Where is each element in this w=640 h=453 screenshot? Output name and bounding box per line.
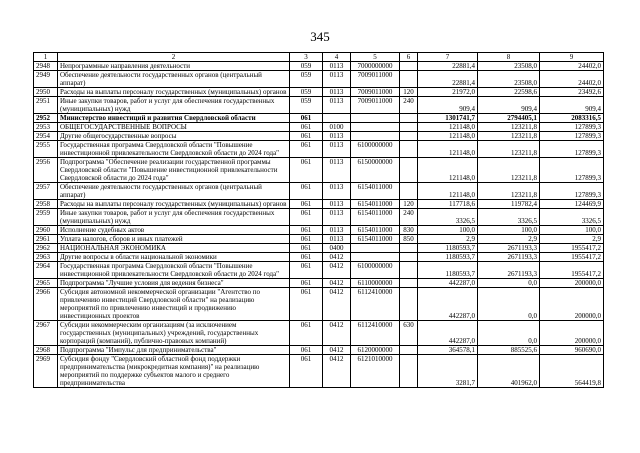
amount-col8: 0,0	[478, 279, 540, 288]
row-name: Исполнение судебных актов	[58, 226, 290, 235]
column-header: 1	[34, 53, 58, 62]
row-number: 2956	[34, 158, 58, 183]
amount-col7: 909,4	[418, 97, 478, 114]
amount-col7: 121148,0	[418, 183, 478, 200]
column-header: 9	[540, 53, 604, 62]
amount-col9: 200000,0	[540, 321, 604, 346]
row-name: Государственная программа Свердловской области "Повышение инвестиционной привлекательности Свердловской области до 2024 года"	[58, 141, 290, 158]
amount-col9: 124469,9	[540, 200, 604, 209]
expense-type-code	[400, 346, 418, 355]
table-row	[34, 209, 604, 226]
row-name: Подпрограмма "Лучшие условия для ведения бизнеса"	[58, 279, 290, 288]
expense-type-code	[400, 288, 418, 321]
section-code: 0412	[323, 279, 351, 288]
amount-col8: 909,4	[478, 97, 540, 114]
section-code: 0113	[323, 97, 351, 114]
table-row	[34, 262, 604, 279]
ministry-code: 061	[290, 200, 323, 209]
amount-col8: 123211,8	[478, 123, 540, 132]
row-name: Обеспечение деятельности государственных органов (центральный аппарат)	[58, 71, 290, 88]
column-header: 7	[418, 53, 478, 62]
section-code: 0113	[323, 62, 351, 71]
column-header: 3	[290, 53, 323, 62]
amount-col9: 23492,6	[540, 88, 604, 97]
table-row	[34, 183, 604, 200]
table-row	[34, 346, 604, 355]
section-code	[323, 114, 351, 123]
row-number: 2958	[34, 200, 58, 209]
amount-col9: 909,4	[540, 97, 604, 114]
amount-col7: 121148,0	[418, 132, 478, 141]
ministry-code: 061	[290, 183, 323, 200]
section-code: 0113	[323, 235, 351, 244]
target-article-code: 6154011000	[351, 209, 400, 226]
row-number: 2957	[34, 183, 58, 200]
amount-col8: 885525,6	[478, 346, 540, 355]
amount-col9: 127899,3	[540, 141, 604, 158]
table-row	[34, 62, 604, 71]
amount-col8: 0,0	[478, 321, 540, 346]
amount-col9: 24402,0	[540, 71, 604, 88]
row-name: Министерство инвестиций и развития Свердловской области	[58, 114, 290, 123]
section-code: 0113	[323, 209, 351, 226]
target-article-code: 7000000000	[351, 62, 400, 71]
table-row	[34, 235, 604, 244]
amount-col8: 100,0	[478, 226, 540, 235]
amount-col9: 200000,0	[540, 279, 604, 288]
expense-type-code: 850	[400, 235, 418, 244]
row-name: Субсидии некоммерческим организациям (за исключением государственных (муниципальных) учреждений, государственных корпораций (компаний), публично-правовых компаний)	[58, 321, 290, 346]
row-name: Подпрограмма "Обеспечение реализации государственной программы Свердловской области "Повышение инвестиционной привлекательности Свердловской области до 2024 года"	[58, 158, 290, 183]
table-row	[34, 71, 604, 88]
ministry-code: 061	[290, 253, 323, 262]
amount-col9: 1955417,2	[540, 262, 604, 279]
amount-col8: 2671193,3	[478, 244, 540, 253]
row-number: 2949	[34, 71, 58, 88]
amount-col7: 21972,0	[418, 88, 478, 97]
target-article-code: 6154011000	[351, 200, 400, 209]
section-code: 0113	[323, 88, 351, 97]
table-row	[34, 321, 604, 346]
row-name: Другие вопросы в области национальной экономики	[58, 253, 290, 262]
section-code: 0412	[323, 321, 351, 346]
amount-col7: 117718,6	[418, 200, 478, 209]
row-number: 2955	[34, 141, 58, 158]
row-name: Расходы на выплаты персоналу государственных (муниципальных) органов	[58, 200, 290, 209]
target-article-code: 6154011000	[351, 226, 400, 235]
row-number: 2953	[34, 123, 58, 132]
row-number: 2962	[34, 244, 58, 253]
target-article-code: 6154011000	[351, 235, 400, 244]
ministry-code: 061	[290, 244, 323, 253]
amount-col7: 1301741,7	[418, 114, 478, 123]
ministry-code: 059	[290, 62, 323, 71]
amount-col8: 123211,8	[478, 158, 540, 183]
target-article-code: 7009011000	[351, 97, 400, 114]
ministry-code: 061	[290, 123, 323, 132]
ministry-code: 061	[290, 114, 323, 123]
expense-type-code	[400, 132, 418, 141]
amount-col7: 121148,0	[418, 141, 478, 158]
table-row	[34, 97, 604, 114]
row-number: 2950	[34, 88, 58, 97]
amount-col7: 442287,0	[418, 279, 478, 288]
row-name: Субсидия фонду "Свердловский областной фонд поддержки предпринимательства (микрокредитная компания)" на реализацию мероприятий по поддержке субъектов малого и среднего предпринимательства	[58, 355, 290, 388]
ministry-code: 061	[290, 321, 323, 346]
amount-col9: 100,0	[540, 226, 604, 235]
amount-col9: 24402,0	[540, 62, 604, 71]
target-article-code: 7009011000	[351, 88, 400, 97]
amount-col8: 23508,0	[478, 71, 540, 88]
expense-type-code	[400, 158, 418, 183]
ministry-code: 061	[290, 279, 323, 288]
section-code: 0412	[323, 288, 351, 321]
amount-col7: 3281,7	[418, 355, 478, 388]
amount-col9: 127899,3	[540, 158, 604, 183]
ministry-code: 061	[290, 158, 323, 183]
amount-col8: 2,9	[478, 235, 540, 244]
target-article-code: 6110000000	[351, 279, 400, 288]
expense-type-code	[400, 114, 418, 123]
amount-col9: 1955417,2	[540, 253, 604, 262]
expense-type-code: 120	[400, 200, 418, 209]
table-row	[34, 253, 604, 262]
amount-col7: 121148,0	[418, 123, 478, 132]
row-number: 2948	[34, 62, 58, 71]
amount-col8: 401962,0	[478, 355, 540, 388]
target-article-code: 6100000000	[351, 262, 400, 279]
target-article-code: 6112410000	[351, 321, 400, 346]
ministry-code: 061	[290, 262, 323, 279]
expense-type-code: 630	[400, 321, 418, 346]
row-name: Другие общегосударственные вопросы	[58, 132, 290, 141]
row-number: 2968	[34, 346, 58, 355]
row-name: ОБЩЕГОСУДАРСТВЕННЫЕ ВОПРОСЫ	[58, 123, 290, 132]
expense-type-code: 120	[400, 88, 418, 97]
row-number: 2952	[34, 114, 58, 123]
expense-type-code: 830	[400, 226, 418, 235]
budget-table	[33, 52, 604, 388]
column-header: 2	[58, 53, 290, 62]
ministry-code: 061	[290, 355, 323, 388]
amount-col8: 123211,8	[478, 183, 540, 200]
section-code: 0412	[323, 346, 351, 355]
expense-type-code	[400, 183, 418, 200]
ministry-code: 061	[290, 209, 323, 226]
amount-col9: 564419,8	[540, 355, 604, 388]
section-code: 0113	[323, 226, 351, 235]
amount-col7: 442287,0	[418, 321, 478, 346]
section-code: 0412	[323, 262, 351, 279]
target-article-code	[351, 244, 400, 253]
ministry-code: 061	[290, 132, 323, 141]
row-number: 2964	[34, 262, 58, 279]
target-article-code: 6120000000	[351, 346, 400, 355]
amount-col8: 2794405,1	[478, 114, 540, 123]
amount-col9: 2,9	[540, 235, 604, 244]
row-number: 2951	[34, 97, 58, 114]
page-number: 345	[310, 29, 330, 44]
column-header: 8	[478, 53, 540, 62]
target-article-code	[351, 114, 400, 123]
target-article-code: 6100000000	[351, 141, 400, 158]
section-code: 0113	[323, 132, 351, 141]
expense-type-code	[400, 262, 418, 279]
table-row	[34, 114, 604, 123]
table-row	[34, 244, 604, 253]
row-name: Государственная программа Свердловской области "Повышение инвестиционной привлекательности Свердловской области до 2024 года"	[58, 262, 290, 279]
column-number-header-row	[34, 53, 604, 62]
section-code: 0113	[323, 183, 351, 200]
column-header: 6	[400, 53, 418, 62]
row-name: Иные закупки товаров, работ и услуг для обеспечения государственных (муниципальных) нужд	[58, 97, 290, 114]
expense-type-code	[400, 123, 418, 132]
section-code: 0113	[323, 71, 351, 88]
amount-col7: 22881,4	[418, 71, 478, 88]
row-number: 2959	[34, 209, 58, 226]
amount-col9: 3326,5	[540, 209, 604, 226]
table-row	[34, 288, 604, 321]
amount-col8: 22598,6	[478, 88, 540, 97]
amount-col7: 1180593,7	[418, 244, 478, 253]
ministry-code: 059	[290, 71, 323, 88]
expense-type-code	[400, 279, 418, 288]
target-article-code	[351, 253, 400, 262]
table-row	[34, 355, 604, 388]
row-name: Расходы на выплаты персоналу государственных (муниципальных) органов	[58, 88, 290, 97]
row-name: Подпрограмма "Импульс для предпринимательства"	[58, 346, 290, 355]
target-article-code	[351, 132, 400, 141]
table-row	[34, 158, 604, 183]
row-number: 2969	[34, 355, 58, 388]
expense-type-code: 240	[400, 97, 418, 114]
amount-col9: 960690,0	[540, 346, 604, 355]
table-row	[34, 200, 604, 209]
section-code: 0412	[323, 253, 351, 262]
row-number: 2967	[34, 321, 58, 346]
row-number: 2954	[34, 132, 58, 141]
row-number: 2963	[34, 253, 58, 262]
table-row	[34, 132, 604, 141]
target-article-code: 6150000000	[351, 158, 400, 183]
expense-type-code	[400, 71, 418, 88]
expense-type-code	[400, 253, 418, 262]
section-code: 0400	[323, 244, 351, 253]
ministry-code: 061	[290, 288, 323, 321]
expense-type-code	[400, 244, 418, 253]
amount-col8: 23508,0	[478, 62, 540, 71]
amount-col7: 121148,0	[418, 158, 478, 183]
table-row	[34, 88, 604, 97]
amount-col9: 200000,0	[540, 288, 604, 321]
amount-col8: 123211,8	[478, 141, 540, 158]
row-name: Иные закупки товаров, работ и услуг для обеспечения государственных (муниципальных) нужд	[58, 209, 290, 226]
amount-col7: 2,9	[418, 235, 478, 244]
row-number: 2960	[34, 226, 58, 235]
ministry-code: 059	[290, 88, 323, 97]
row-number: 2965	[34, 279, 58, 288]
ministry-code: 061	[290, 226, 323, 235]
target-article-code	[351, 123, 400, 132]
amount-col8: 0,0	[478, 288, 540, 321]
amount-col9: 127899,3	[540, 183, 604, 200]
row-number: 2966	[34, 288, 58, 321]
row-number: 2961	[34, 235, 58, 244]
expense-type-code	[400, 141, 418, 158]
target-article-code: 6112410000	[351, 288, 400, 321]
amount-col7: 1180593,7	[418, 262, 478, 279]
table-row	[34, 279, 604, 288]
column-header: 4	[323, 53, 351, 62]
target-article-code: 6121010000	[351, 355, 400, 388]
section-code: 0412	[323, 355, 351, 388]
amount-col9: 2083316,5	[540, 114, 604, 123]
section-code: 0113	[323, 158, 351, 183]
target-article-code: 7009011000	[351, 71, 400, 88]
row-name: Непрограммные направления деятельности	[58, 62, 290, 71]
amount-col9: 127899,3	[540, 132, 604, 141]
section-code: 0113	[323, 141, 351, 158]
amount-col7: 364578,1	[418, 346, 478, 355]
amount-col8: 123211,8	[478, 132, 540, 141]
amount-col8: 3326,5	[478, 209, 540, 226]
ministry-code: 061	[290, 346, 323, 355]
row-name: Субсидия автономной некоммерческой организации "Агентство по привлечению инвестиций Свердловской области" на реализацию мероприятий по привлечению инвестиций и продвижению инвестиционных проектов	[58, 288, 290, 321]
amount-col9: 127899,3	[540, 123, 604, 132]
amount-col7: 3326,5	[418, 209, 478, 226]
amount-col8: 119782,4	[478, 200, 540, 209]
amount-col7: 100,0	[418, 226, 478, 235]
section-code: 0100	[323, 123, 351, 132]
ministry-code: 059	[290, 97, 323, 114]
table-row	[34, 141, 604, 158]
row-name: Обеспечение деятельности государственных органов (центральный аппарат)	[58, 183, 290, 200]
expense-type-code	[400, 355, 418, 388]
amount-col8: 2671193,3	[478, 253, 540, 262]
amount-col7: 442287,0	[418, 288, 478, 321]
amount-col7: 22881,4	[418, 62, 478, 71]
ministry-code: 061	[290, 141, 323, 158]
table-row	[34, 123, 604, 132]
row-name: Уплата налогов, сборов и иных платежей	[58, 235, 290, 244]
amount-col7: 1180593,7	[418, 253, 478, 262]
expense-type-code	[400, 62, 418, 71]
section-code: 0113	[323, 200, 351, 209]
row-name: НАЦИОНАЛЬНАЯ ЭКОНОМИКА	[58, 244, 290, 253]
ministry-code: 061	[290, 235, 323, 244]
column-header: 5	[351, 53, 400, 62]
table-row	[34, 226, 604, 235]
expense-type-code: 240	[400, 209, 418, 226]
target-article-code: 6154011000	[351, 183, 400, 200]
amount-col8: 2671193,3	[478, 262, 540, 279]
amount-col9: 1955417,2	[540, 244, 604, 253]
